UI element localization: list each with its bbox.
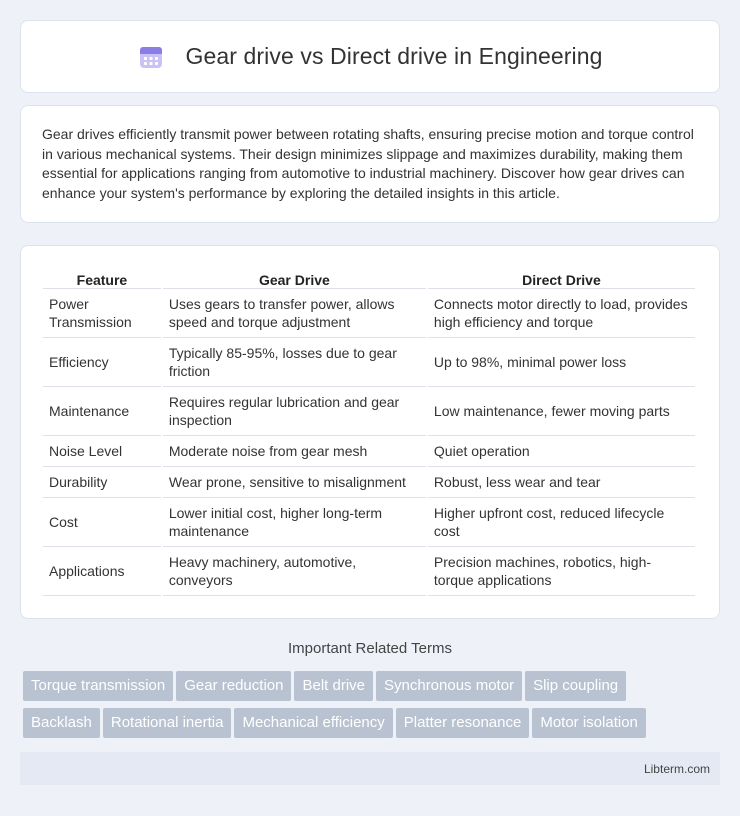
- table-row: [43, 387, 695, 436]
- feature-cell: Cost: [43, 498, 161, 547]
- related-terms-list: [23, 671, 723, 745]
- gear-drive-cell: Wear prone, sensitive to misalignment: [163, 467, 426, 498]
- related-term-tag[interactable]: Slip coupling: [525, 671, 626, 701]
- related-term-tag[interactable]: Belt drive: [294, 671, 373, 701]
- page-title: Gear drive vs Direct drive in Engineering: [185, 43, 603, 69]
- table-row: [43, 467, 695, 498]
- intro-card: [20, 105, 720, 223]
- comparison-card: [20, 245, 720, 619]
- gear-drive-cell: Uses gears to transfer power, allows speed and torque adjustment: [163, 289, 426, 338]
- column-header: Direct Drive: [428, 264, 695, 289]
- related-term-tag[interactable]: Rotational inertia: [103, 708, 232, 738]
- header-card: [20, 20, 720, 93]
- related-term-tag[interactable]: Synchronous motor: [376, 671, 522, 701]
- direct-drive-cell: Precision machines, robotics, high-torque applications: [428, 547, 695, 596]
- table-header-row: [43, 264, 695, 289]
- related-term-tag[interactable]: Motor isolation: [532, 708, 646, 738]
- column-header: Gear Drive: [163, 264, 426, 289]
- column-header: Feature: [43, 264, 161, 289]
- feature-cell: Applications: [43, 547, 161, 596]
- gear-drive-cell: Typically 85-95%, losses due to gear friction: [163, 338, 426, 387]
- comparison-table: [41, 264, 697, 596]
- related-term-tag[interactable]: Mechanical efficiency: [234, 708, 392, 738]
- related-term-tag[interactable]: Platter resonance: [396, 708, 530, 738]
- gear-drive-cell: Requires regular lubrication and gear inspection: [163, 387, 426, 436]
- footer: [20, 752, 720, 785]
- table-row: [43, 547, 695, 596]
- direct-drive-cell: Low maintenance, fewer moving parts: [428, 387, 695, 436]
- table-row: [43, 498, 695, 547]
- related-term-tag[interactable]: Backlash: [23, 708, 100, 738]
- related-term-tag[interactable]: Torque transmission: [23, 671, 173, 701]
- gear-drive-cell: Lower initial cost, higher long-term maintenance: [163, 498, 426, 547]
- feature-cell: Efficiency: [43, 338, 161, 387]
- related-term-tag[interactable]: Gear reduction: [176, 671, 291, 701]
- feature-cell: Noise Level: [43, 436, 161, 467]
- table-row: [43, 289, 695, 338]
- calendar-icon: [138, 44, 164, 70]
- direct-drive-cell: Higher upfront cost, reduced lifecycle cost: [428, 498, 695, 547]
- related-terms-title: Important Related Terms: [288, 640, 452, 657]
- feature-cell: Power Transmission: [43, 289, 161, 338]
- gear-drive-cell: Moderate noise from gear mesh: [163, 436, 426, 467]
- intro-text: Gear drives efficiently transmit power between rotating shafts, ensuring precise motion and torque control in various mechanical systems. Their design minimizes slippage and maximizes durability, making them essential for applications ranging from automotive to industrial machinery. Discover how gear drives can enhance your system's performance by exploring the detailed insights in this article.: [42, 126, 694, 201]
- gear-drive-cell: Heavy machinery, automotive, conveyors: [163, 547, 426, 596]
- direct-drive-cell: Robust, less wear and tear: [428, 467, 695, 498]
- direct-drive-cell: Up to 98%, minimal power loss: [428, 338, 695, 387]
- direct-drive-cell: Connects motor directly to load, provides high efficiency and torque: [428, 289, 695, 338]
- footer-site-link[interactable]: Libterm.com: [643, 762, 710, 776]
- feature-cell: Durability: [43, 467, 161, 498]
- table-row: [43, 338, 695, 387]
- feature-cell: Maintenance: [43, 387, 161, 436]
- table-row: [43, 436, 695, 467]
- direct-drive-cell: Quiet operation: [428, 436, 695, 467]
